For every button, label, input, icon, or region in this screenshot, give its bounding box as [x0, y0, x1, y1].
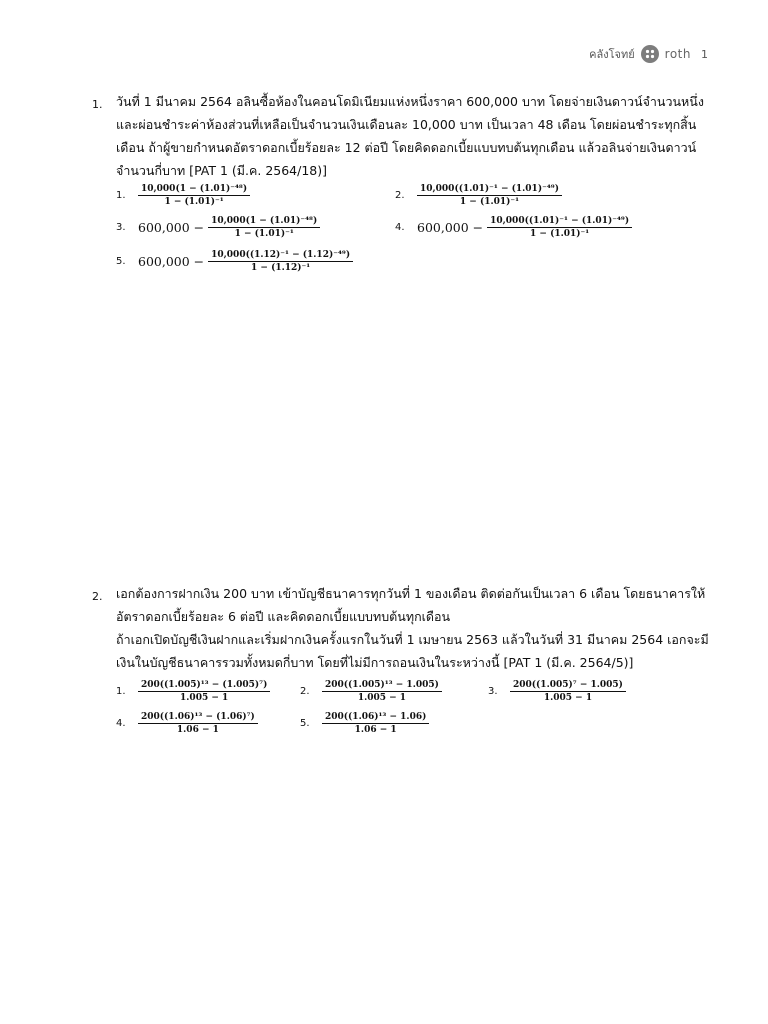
- choice-lead: 600,000 −: [417, 220, 484, 235]
- choice-3[interactable]: [116, 216, 320, 239]
- denominator: 1.005 − 1: [543, 693, 593, 703]
- choice-number: 1.: [116, 190, 126, 201]
- question-1: [92, 90, 704, 182]
- page-header: [589, 44, 708, 64]
- denominator: 1 − (1.01)⁻¹: [530, 229, 590, 239]
- choice-1[interactable]: [116, 184, 250, 207]
- choice-4[interactable]: [116, 712, 258, 735]
- denominator: 1 − (1.01)⁻¹: [459, 197, 520, 207]
- denominator: 1 − (1.01)⁻¹: [234, 229, 294, 239]
- question-text-line: เดือน ถ้าผู้ขายกำหนดอัตราดอกเบี้ยร้อยละ 12 ต่อปี โดยคิดดอกเบี้ยแบบทบต้นทุกเดือน แล้วอลินจ่ายเงินดาวน์: [116, 140, 697, 155]
- choice-5[interactable]: [116, 250, 353, 273]
- fraction: [208, 216, 320, 239]
- choice-number: 3.: [488, 686, 498, 697]
- choice-lead: 600,000 −: [138, 220, 205, 235]
- fraction: [138, 680, 270, 703]
- numerator: 10,000((1.01)⁻¹ − (1.01)⁻⁴⁹): [487, 216, 632, 228]
- denominator: 1.005 − 1: [180, 693, 229, 703]
- numerator: 10,000((1.01)⁻¹ − (1.01)⁻⁴⁹): [417, 184, 562, 196]
- question-number: 1.: [92, 98, 103, 111]
- question-text-line: เงินในบัญชีธนาคารรวมทั้งหมดกี่บาท โดยที่ไม่มีการถอนเงินในระหว่างนี้ [PAT 1 (มี.ค. 2564/5)]: [116, 655, 634, 670]
- fraction: [138, 712, 258, 735]
- choice-number: 5.: [300, 718, 310, 729]
- choice-3[interactable]: [488, 680, 626, 703]
- question-number: 2.: [92, 590, 103, 603]
- denominator: 1 − (1.12)⁻¹: [251, 263, 311, 273]
- fraction: [487, 216, 632, 239]
- fraction: [322, 712, 429, 735]
- question-2: [92, 582, 709, 674]
- page-number: 1: [701, 47, 708, 61]
- choice-number: 3.: [116, 222, 126, 233]
- fraction: [417, 184, 562, 207]
- logo-text: roth: [664, 47, 691, 61]
- numerator: 200((1.06)¹³ − 1.06): [322, 712, 429, 724]
- numerator: 200((1.005)¹³ − (1.005)⁷): [138, 680, 270, 692]
- denominator: 1.005 − 1: [357, 693, 407, 703]
- choice-number: 5.: [116, 256, 126, 267]
- question-text-line: เอกต้องการฝากเงิน 200 บาท เข้าบัญชีธนาคารทุกวันที่ 1 ของเดือน ติดต่อกันเป็นเวลา 6 เดือน โดยธนาคารให้: [116, 586, 706, 601]
- question-1-choices: [116, 180, 676, 280]
- header-subject: คลังโจทย์: [589, 48, 635, 61]
- fraction: [138, 184, 250, 207]
- fraction: [208, 250, 353, 273]
- question-text-line: อัตราดอกเบี้ยร้อยละ 6 ต่อปี และคิดดอกเบี้ยแบบทบต้นทุกเดือน: [116, 609, 451, 624]
- denominator: 1.06 − 1: [176, 725, 219, 735]
- choice-number: 4.: [395, 222, 405, 233]
- logo-icon: [641, 45, 659, 63]
- choice-number: 1.: [116, 686, 126, 697]
- denominator: 1.06 − 1: [354, 725, 397, 735]
- question-text-line: จำนวนกี่บาท [PAT 1 (มี.ค. 2564/18)]: [116, 163, 327, 178]
- fraction: [510, 680, 626, 703]
- denominator: 1 − (1.01)⁻¹: [164, 197, 224, 207]
- numerator: 200((1.06)¹³ − (1.06)⁷): [138, 712, 258, 724]
- choice-5[interactable]: [300, 712, 429, 735]
- choice-2[interactable]: [300, 680, 442, 703]
- fraction: [322, 680, 442, 703]
- question-text-line: ถ้าเอกเปิดบัญชีเงินฝากและเริ่มฝากเงินครั้งแรกในวันที่ 1 เมษายน 2563 แล้วในวันที่ 31 มีนาคม 2564 เอกจะมี: [116, 632, 709, 647]
- choice-2[interactable]: [395, 184, 562, 207]
- choice-1[interactable]: [116, 680, 270, 703]
- numerator: 200((1.005)¹³ − 1.005): [322, 680, 442, 692]
- question-2-choices: [116, 676, 676, 746]
- question-text-line: และผ่อนชำระค่าห้องส่วนที่เหลือเป็นจำนวนเงินเดือนละ 10,000 บาท เป็นเวลา 48 เดือน โดยผ่อนชำระทุกสิ้น: [116, 117, 697, 132]
- numerator: 10,000(1 − (1.01)⁻⁴⁸): [138, 184, 250, 196]
- choice-4[interactable]: [395, 216, 632, 239]
- numerator: 10,000((1.12)⁻¹ − (1.12)⁻⁴⁹): [208, 250, 353, 262]
- choice-number: 2.: [300, 686, 310, 697]
- choice-number: 2.: [395, 190, 405, 201]
- choice-lead: 600,000 −: [138, 254, 205, 269]
- numerator: 200((1.005)⁷ − 1.005): [510, 680, 626, 692]
- numerator: 10,000(1 − (1.01)⁻⁴⁸): [208, 216, 320, 228]
- question-text-line: วันที่ 1 มีนาคม 2564 อลินซื้อห้องในคอนโดมิเนียมแห่งหนึ่งราคา 600,000 บาท โดยจ่ายเงินดาวน์จำนวนหนึ่ง: [116, 94, 704, 109]
- choice-number: 4.: [116, 718, 126, 729]
